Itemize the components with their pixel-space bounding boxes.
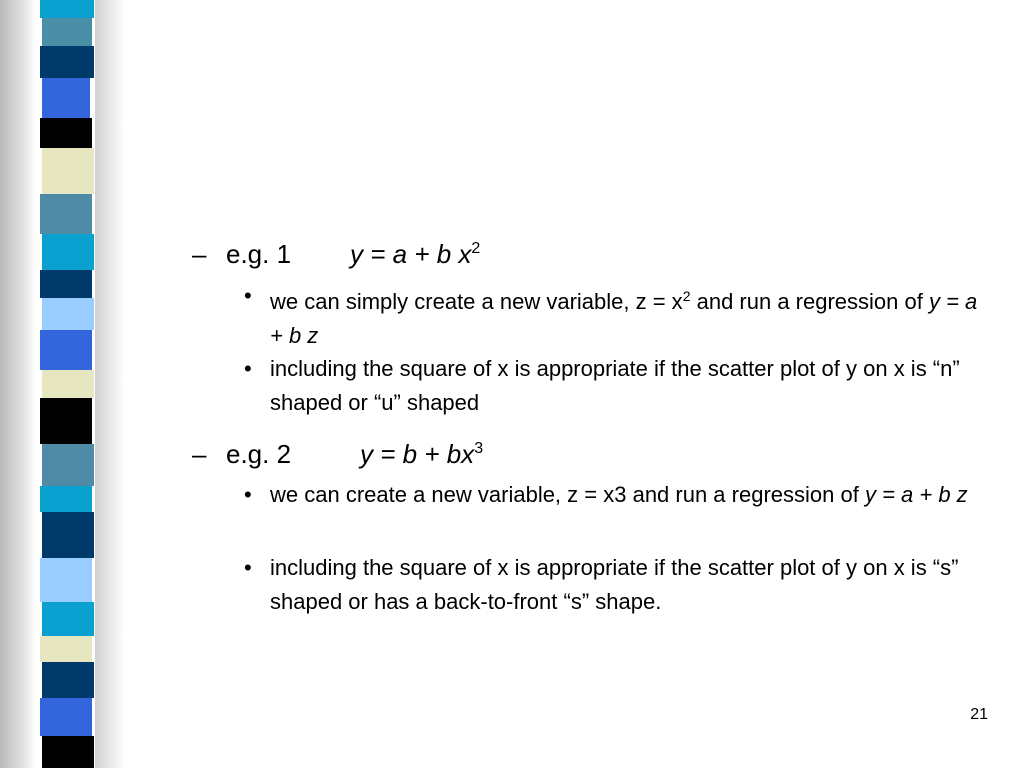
dash-marker: – xyxy=(192,239,207,269)
page-number: 21 xyxy=(970,706,988,723)
example-label: e.g. 1 xyxy=(226,239,292,269)
text-segment: we can create a new variable, z = x3 and run a regression of xyxy=(270,482,865,507)
equation-exponent: 2 xyxy=(471,240,481,257)
equation-exponent: 3 xyxy=(474,440,484,457)
bullet-dot: • xyxy=(244,356,252,381)
text-segment: we can simply create a new variable, z = x xyxy=(270,289,683,314)
example-1-heading xyxy=(192,233,480,270)
equation: y = a + b x xyxy=(350,239,472,269)
equation: y = b + bx xyxy=(360,439,475,469)
bullet-dot: • xyxy=(244,555,252,580)
text-segment: and run a regression of xyxy=(690,289,929,314)
bullet-text: including the square of x is appropriate if the scatter plot of y on x is “n” shaped or “u” shaped xyxy=(270,356,960,415)
bullet-text xyxy=(270,279,984,353)
bullet-item xyxy=(244,352,984,420)
bullet-dot: • xyxy=(244,482,252,507)
equation: y = a + b z xyxy=(270,289,978,348)
bullet-text xyxy=(270,478,984,512)
equation: y = a + b z xyxy=(864,482,968,507)
bullet-text: including the square of x is appropriate if the scatter plot of y on x is “s” shaped or has a back-to-front “s” shape. xyxy=(270,555,959,614)
dash-marker: – xyxy=(192,439,207,469)
example-label: e.g. 2 xyxy=(226,439,292,469)
bullet-item xyxy=(244,478,984,512)
bullet-dot: • xyxy=(244,283,252,308)
bullet-item xyxy=(244,551,984,619)
example-2-heading xyxy=(192,433,483,470)
superscript: 2 xyxy=(682,288,691,304)
bullet-item xyxy=(244,279,984,353)
